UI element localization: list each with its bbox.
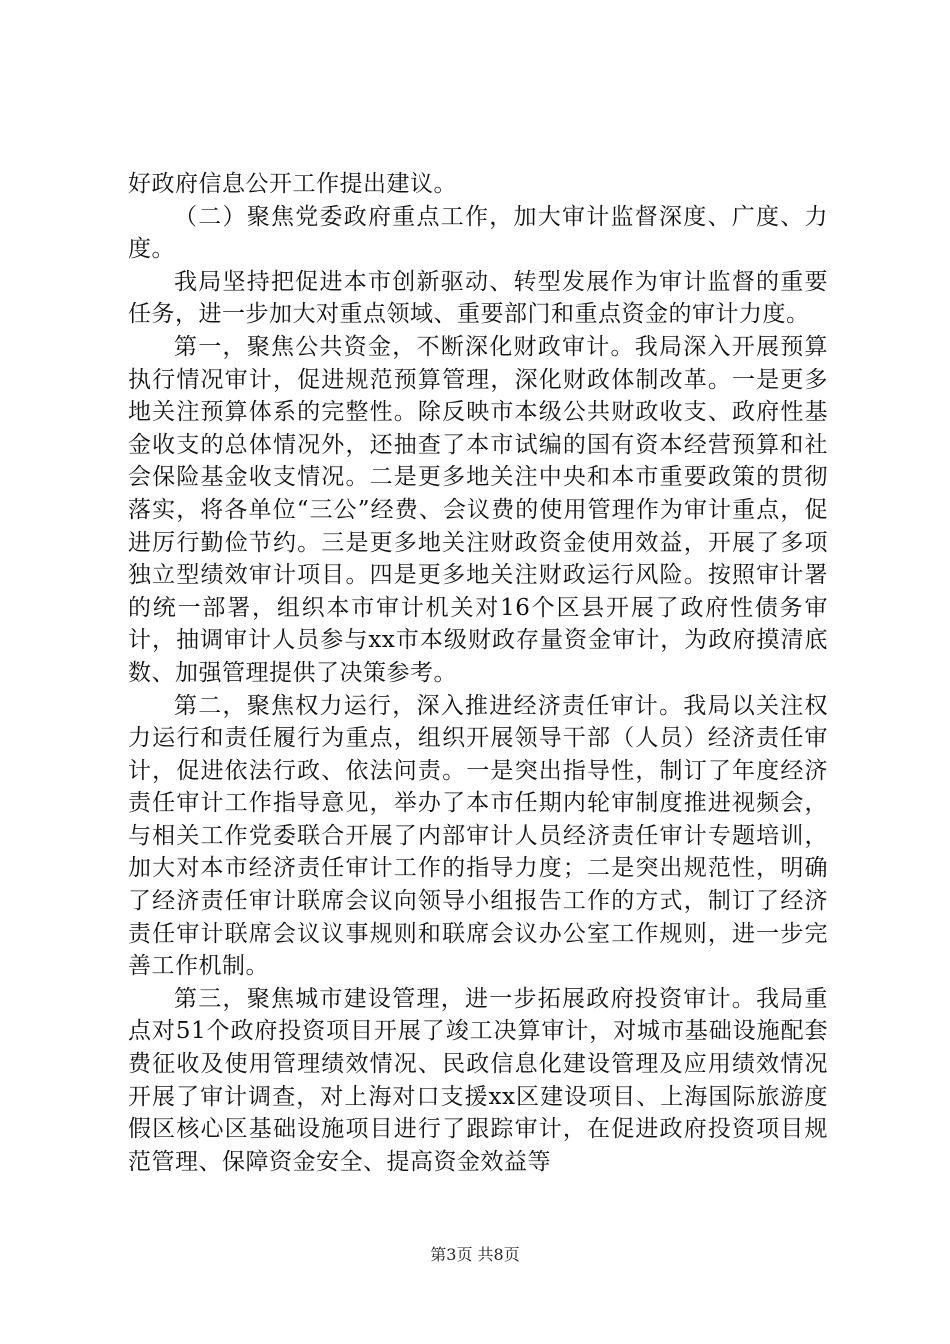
- paragraph-third: 第三，聚焦城市建设管理，进一步拓展政府投资审计。我局重点对51个政府投资项目开展了竣工决算审计，对城市基础设施配套费征收及使用管理绩效情况、民政信息化建设管理及应用绩效情况开展了审计调查，对上海对口支援xx区建设项目、上海国际旅游度假区核心区基础设施项目进行了跟踪审计，在促进政府投资项目规范管理、保障资金安全、提高资金效益等: [128, 985, 828, 1175]
- section-heading: （二）聚焦党委政府重点工作，加大审计监督深度、广度、力度。: [128, 203, 828, 263]
- page-footer: 第3页 共8页: [430, 1245, 520, 1264]
- paragraph-first: 第一，聚焦公共资金，不断深化财政审计。我局深入开展预算执行情况审计，促进规范预算管理，深化财政体制改革。一是更多地关注预算体系的完整性。除反映市本级公共财政收支、政府性基金收支的总体情况外，还抽查了本市试编的国有资本经营预算和社会保险基金收支情况。二是更多地关注中央和本市重要政策的贯彻落实，将各单位“三公”经费、会议费的使用管理作为审计重点，促进厉行勤俭节约。三是更多地关注财政资金使用效益，开展了多项独立型绩效审计项目。四是更多地关注财政运行风险。按照审计署的统一部署，组织本市审计机关对16个区县开展了政府性债务审计，抽调审计人员参与xx市本级财政存量资金审计，为政府摸清底数、加强管理提供了决策参考。: [128, 333, 828, 686]
- paragraph-second: 第二，聚焦权力运行，深入推进经济责任审计。我局以关注权力运行和责任履行为重点，组织开展领导干部（人员）经济责任审计，促进依法行政、依法问责。一是突出指导性，制订了年度经济责任审计工作指导意见，举办了本市任期内轮审制度推进视频会，与相关工作党委联合开展了内部审计人员经济责任审计专题培训，加大对本市经济责任审计工作的指导力度；二是突出规范性，明确了经济责任审计联席会议向领导小组报告工作的方式，制订了经济责任审计联席会议议事规则和联席会议办公室工作规则，进一步完善工作机制。: [128, 692, 828, 980]
- paragraph-intro: 我局坚持把促进本市创新驱动、转型发展作为审计监督的重要任务，进一步加大对重点领域、重要部门和重点资金的审计力度。: [128, 268, 828, 328]
- paragraph-continuation: 好政府信息公开工作提出建议。: [128, 171, 457, 197]
- document-body: [128, 168, 828, 1178]
